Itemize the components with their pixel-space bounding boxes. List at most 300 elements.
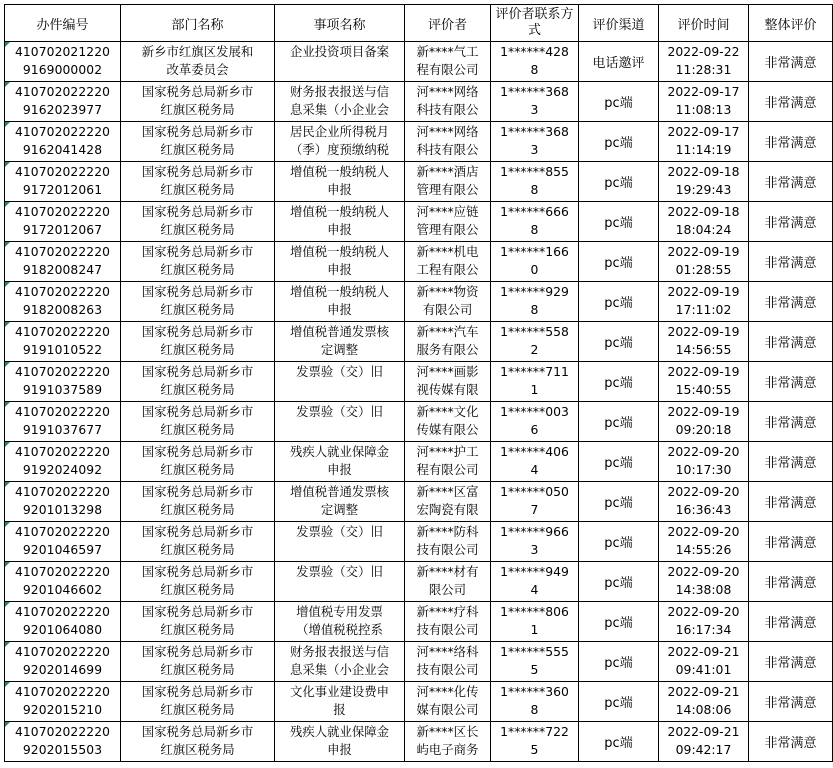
- cell-result[interactable]: [749, 482, 833, 522]
- cell-channel[interactable]: [579, 122, 659, 162]
- cell-item[interactable]: [275, 522, 405, 562]
- cell-department-line-2: 红旗区税务局: [160, 421, 235, 437]
- cell-channel-text: pc端: [604, 416, 633, 431]
- cell-channel[interactable]: [579, 602, 659, 642]
- cell-department-text: [122, 163, 273, 201]
- cell-channel-text: pc端: [604, 176, 633, 191]
- cell-department-line-1: 国家税务总局新乡市: [141, 683, 254, 699]
- cell-evaluator-line-1: 河****络科: [416, 643, 479, 659]
- cell-evaluator[interactable]: [405, 642, 491, 682]
- cell-department[interactable]: [121, 602, 275, 642]
- cell-id[interactable]: [5, 402, 121, 442]
- cell-time[interactable]: [659, 122, 749, 162]
- cell-id-line-1: 410702022220: [14, 684, 111, 699]
- cell-department-line-2: 红旗区税务局: [160, 381, 235, 397]
- cell-item-line-1: 增值税一般纳税人: [289, 243, 390, 259]
- cell-channel[interactable]: [579, 682, 659, 722]
- cell-result[interactable]: [749, 282, 833, 322]
- cell-department-line-2: 红旗区税务局: [160, 301, 235, 317]
- evaluation-table: [4, 4, 833, 762]
- cell-channel[interactable]: [579, 82, 659, 122]
- cell-time-line-1: 2022-09-17: [667, 83, 740, 99]
- cell-result[interactable]: [749, 642, 833, 682]
- cell-time-text: [660, 323, 747, 361]
- cell-item-text: [276, 403, 403, 441]
- cell-contact[interactable]: [491, 122, 579, 162]
- cell-evaluator-line-2: 技有限公司: [416, 541, 479, 557]
- cell-item[interactable]: [275, 242, 405, 282]
- table-row: [5, 522, 833, 562]
- header-department[interactable]: 部门名称: [121, 5, 275, 42]
- cell-department-text: [122, 723, 273, 761]
- cell-id-line-1: 410702022220: [14, 364, 111, 379]
- cell-time[interactable]: [659, 162, 749, 202]
- cell-item-line-1: 企业投资项目备案: [289, 43, 390, 59]
- cell-item[interactable]: [275, 562, 405, 602]
- cell-item-line-2: 申报: [327, 461, 352, 477]
- cell-department[interactable]: [121, 722, 275, 762]
- cell-item-text: [276, 523, 403, 561]
- cell-evaluator-text: [406, 83, 489, 121]
- cell-department[interactable]: [121, 42, 275, 82]
- cell-contact[interactable]: [491, 442, 579, 482]
- cell-time-text: [660, 243, 747, 281]
- cell-time-line-2: 14:08:06: [675, 701, 732, 717]
- cell-id[interactable]: [5, 242, 121, 282]
- cell-result[interactable]: [749, 242, 833, 282]
- cell-time[interactable]: [659, 282, 749, 322]
- cell-item[interactable]: [275, 402, 405, 442]
- cell-id-line-2: 9201046597: [22, 542, 103, 557]
- cell-id[interactable]: [5, 562, 121, 602]
- cell-id-text: [6, 483, 119, 521]
- cell-evaluator-line-2: 程有限公司: [416, 461, 479, 477]
- cell-id[interactable]: [5, 642, 121, 682]
- cell-item-line-1: 发票验（交）旧: [296, 563, 383, 579]
- cell-department-text: [122, 283, 273, 321]
- cell-channel[interactable]: [579, 362, 659, 402]
- cell-time-line-1: 2022-09-19: [667, 363, 740, 379]
- cell-result[interactable]: [749, 682, 833, 722]
- cell-evaluator[interactable]: [405, 602, 491, 642]
- cell-contact-line-2: 6: [530, 421, 539, 437]
- cell-channel[interactable]: [579, 482, 659, 522]
- cell-item[interactable]: [275, 322, 405, 362]
- cell-contact-line-1: 1******368: [500, 83, 569, 99]
- header-contact[interactable]: 评价者联系方式: [491, 5, 579, 42]
- cell-time[interactable]: [659, 202, 749, 242]
- cell-evaluator-line-1: 新****疗科: [416, 603, 479, 619]
- cell-evaluator-line-1: 新****文化: [416, 403, 479, 419]
- cell-evaluator[interactable]: [405, 162, 491, 202]
- cell-channel[interactable]: [579, 642, 659, 682]
- cell-evaluator[interactable]: [405, 202, 491, 242]
- cell-contact[interactable]: [491, 642, 579, 682]
- cell-item-line-2: 申报: [327, 261, 352, 277]
- cell-evaluator[interactable]: [405, 282, 491, 322]
- header-evaluator[interactable]: 评价者: [405, 5, 491, 42]
- cell-result[interactable]: [749, 722, 833, 762]
- cell-time-text: [660, 603, 747, 641]
- cell-time[interactable]: [659, 642, 749, 682]
- cell-time-line-2: 09:20:18: [675, 421, 732, 437]
- cell-time[interactable]: [659, 322, 749, 362]
- cell-department-line-2: 红旗区税务局: [160, 581, 235, 597]
- cell-contact-text: [492, 203, 577, 241]
- cell-contact-text: [492, 243, 577, 281]
- cell-contact[interactable]: [491, 522, 579, 562]
- cell-contact-text: [492, 523, 577, 561]
- cell-time[interactable]: [659, 402, 749, 442]
- cell-time-text: [660, 643, 747, 681]
- cell-result-text: 非常满意: [764, 616, 817, 631]
- cell-id[interactable]: [5, 122, 121, 162]
- cell-contact[interactable]: [491, 242, 579, 282]
- cell-item[interactable]: [275, 482, 405, 522]
- cell-contact-text: [492, 43, 577, 81]
- cell-time-line-2: 09:41:01: [675, 661, 732, 677]
- cell-result[interactable]: [749, 42, 833, 82]
- cell-time-line-2: 18:04:24: [675, 221, 732, 237]
- cell-id[interactable]: [5, 682, 121, 722]
- cell-department[interactable]: [121, 482, 275, 522]
- cell-department-line-1: 国家税务总局新乡市: [141, 563, 254, 579]
- cell-channel[interactable]: [579, 562, 659, 602]
- cell-contact-line-2: 2: [530, 341, 539, 357]
- header-item[interactable]: 事项名称: [275, 5, 405, 42]
- cell-id[interactable]: [5, 482, 121, 522]
- cell-contact[interactable]: [491, 322, 579, 362]
- cell-department-text: [122, 403, 273, 441]
- cell-item-line-1: 残疾人就业保障金: [289, 443, 390, 459]
- cell-contact[interactable]: [491, 562, 579, 602]
- cell-evaluator[interactable]: [405, 42, 491, 82]
- cell-department[interactable]: [121, 122, 275, 162]
- cell-item[interactable]: [275, 442, 405, 482]
- cell-channel-text: pc端: [604, 576, 633, 591]
- cell-item[interactable]: [275, 42, 405, 82]
- cell-contact-line-2: 1: [530, 381, 539, 397]
- cell-contact-text: [492, 403, 577, 441]
- cell-id[interactable]: [5, 162, 121, 202]
- cell-department[interactable]: [121, 402, 275, 442]
- cell-id-text: [6, 123, 119, 161]
- cell-contact-line-1: 1******711: [500, 363, 569, 379]
- cell-department[interactable]: [121, 362, 275, 402]
- cell-item[interactable]: [275, 362, 405, 402]
- cell-item-line-1: 增值税一般纳税人: [289, 163, 390, 179]
- cell-item[interactable]: [275, 682, 405, 722]
- cell-contact-line-2: 8: [530, 301, 539, 317]
- cell-time-text: [660, 123, 747, 161]
- cell-department[interactable]: [121, 82, 275, 122]
- cell-time-line-1: 2022-09-20: [667, 443, 740, 459]
- cell-time-line-1: 2022-09-21: [667, 683, 740, 699]
- cell-evaluator-line-2: 传媒有限公: [416, 421, 479, 437]
- cell-contact[interactable]: [491, 282, 579, 322]
- header-time[interactable]: 评价时间: [659, 5, 749, 42]
- cell-contact-line-2: 7: [530, 501, 539, 517]
- cell-evaluator[interactable]: [405, 82, 491, 122]
- cell-evaluator-line-1: 河****画影: [416, 363, 479, 379]
- cell-result[interactable]: [749, 522, 833, 562]
- cell-id-text: [6, 43, 119, 81]
- cell-item-text: [276, 43, 403, 81]
- cell-id-text: [6, 523, 119, 561]
- cell-result[interactable]: [749, 122, 833, 162]
- cell-contact-line-2: 8: [530, 221, 539, 237]
- cell-id-line-1: 410702022220: [14, 284, 111, 299]
- cell-time-text: [660, 683, 747, 721]
- cell-time-line-2: 09:42:17: [675, 741, 732, 757]
- table-row: [5, 482, 833, 522]
- cell-item-line-1: 居民企业所得税月: [289, 123, 390, 139]
- cell-id[interactable]: [5, 282, 121, 322]
- cell-time[interactable]: [659, 682, 749, 722]
- cell-item-text: [276, 483, 403, 521]
- cell-department-text: [122, 43, 273, 81]
- cell-department-line-2: 红旗区税务局: [160, 501, 235, 517]
- cell-time-line-1: 2022-09-22: [667, 43, 740, 59]
- cell-id[interactable]: [5, 42, 121, 82]
- cell-department[interactable]: [121, 442, 275, 482]
- cell-result-text: 非常满意: [764, 496, 817, 511]
- cell-id[interactable]: [5, 82, 121, 122]
- cell-result[interactable]: [749, 442, 833, 482]
- cell-contact[interactable]: [491, 362, 579, 402]
- cell-department-line-2: 红旗区税务局: [160, 181, 235, 197]
- cell-time-text: [660, 403, 747, 441]
- cell-time-line-1: 2022-09-19: [667, 323, 740, 339]
- cell-evaluator[interactable]: [405, 562, 491, 602]
- cell-time[interactable]: [659, 522, 749, 562]
- cell-evaluator-text: [406, 443, 489, 481]
- cell-department[interactable]: [121, 522, 275, 562]
- cell-result-text: 非常满意: [764, 56, 817, 71]
- cell-id-line-1: 410702022220: [14, 564, 111, 579]
- cell-id-line-1: 410702022220: [14, 204, 111, 219]
- cell-department[interactable]: [121, 322, 275, 362]
- cell-department-line-1: 国家税务总局新乡市: [141, 603, 254, 619]
- cell-item[interactable]: [275, 602, 405, 642]
- cell-item[interactable]: [275, 722, 405, 762]
- cell-contact[interactable]: [491, 202, 579, 242]
- cell-time-line-2: 19:29:43: [675, 181, 732, 197]
- cell-time[interactable]: [659, 242, 749, 282]
- cell-time-line-1: 2022-09-21: [667, 723, 740, 739]
- cell-id-line-2: 9191037677: [22, 422, 103, 437]
- cell-id[interactable]: [5, 722, 121, 762]
- cell-item-line-2: 申报: [327, 741, 352, 757]
- cell-contact[interactable]: [491, 682, 579, 722]
- cell-department[interactable]: [121, 642, 275, 682]
- cell-result[interactable]: [749, 402, 833, 442]
- cell-evaluator[interactable]: [405, 682, 491, 722]
- cell-time[interactable]: [659, 442, 749, 482]
- cell-contact-line-1: 1******428: [500, 43, 569, 59]
- cell-time-text: [660, 723, 747, 761]
- cell-department[interactable]: [121, 202, 275, 242]
- cell-evaluator-text: [406, 483, 489, 521]
- cell-result-text: 非常满意: [764, 336, 817, 351]
- cell-evaluator-text: [406, 323, 489, 361]
- cell-id[interactable]: [5, 442, 121, 482]
- cell-item-text: [276, 363, 403, 401]
- cell-id-text: [6, 323, 119, 361]
- cell-channel[interactable]: [579, 202, 659, 242]
- cell-item-line-2: 息采集（小企业会: [289, 101, 390, 117]
- cell-result-text: 非常满意: [764, 736, 817, 751]
- cell-evaluator-line-1: 新****汽车: [416, 323, 479, 339]
- cell-item-line-2: 申报: [327, 221, 352, 237]
- cell-time[interactable]: [659, 722, 749, 762]
- cell-contact[interactable]: [491, 602, 579, 642]
- cell-channel-text: pc端: [604, 456, 633, 471]
- cell-id-text: [6, 683, 119, 721]
- cell-id[interactable]: [5, 522, 121, 562]
- cell-contact-line-1: 1******806: [500, 603, 569, 619]
- cell-channel-text: pc端: [604, 256, 633, 271]
- cell-time[interactable]: [659, 82, 749, 122]
- cell-time-text: [660, 443, 747, 481]
- cell-channel[interactable]: [579, 282, 659, 322]
- cell-id-line-1: 410702022220: [14, 84, 111, 99]
- cell-evaluator-text: [406, 563, 489, 601]
- cell-department[interactable]: [121, 562, 275, 602]
- cell-evaluator[interactable]: [405, 522, 491, 562]
- cell-id-line-1: 410702022220: [14, 124, 111, 139]
- cell-id-text: [6, 603, 119, 641]
- cell-evaluator-line-2: 工程有限公: [416, 261, 479, 277]
- cell-result[interactable]: [749, 202, 833, 242]
- cell-id-line-2: 9202014699: [22, 662, 103, 677]
- cell-evaluator[interactable]: [405, 122, 491, 162]
- cell-result[interactable]: [749, 362, 833, 402]
- cell-channel[interactable]: [579, 402, 659, 442]
- cell-evaluator[interactable]: [405, 242, 491, 282]
- cell-channel[interactable]: [579, 242, 659, 282]
- cell-department-text: [122, 603, 273, 641]
- header-id[interactable]: 办件编号: [5, 5, 121, 42]
- cell-channel[interactable]: [579, 42, 659, 82]
- cell-contact-text: [492, 483, 577, 521]
- cell-department-text: [122, 563, 273, 601]
- cell-id-line-1: 410702022220: [14, 644, 111, 659]
- cell-result-text: 非常满意: [764, 416, 817, 431]
- cell-id-line-2: 9162041428: [22, 142, 103, 157]
- cell-department-line-1: 国家税务总局新乡市: [141, 643, 254, 659]
- header-result[interactable]: 整体评价: [749, 5, 833, 42]
- cell-channel[interactable]: [579, 722, 659, 762]
- cell-evaluator-text: [406, 203, 489, 241]
- cell-channel[interactable]: [579, 522, 659, 562]
- cell-id[interactable]: [5, 362, 121, 402]
- cell-time-line-1: 2022-09-20: [667, 523, 740, 539]
- cell-evaluator[interactable]: [405, 322, 491, 362]
- cell-channel-text: pc端: [604, 216, 633, 231]
- cell-department-line-1: 国家税务总局新乡市: [141, 203, 254, 219]
- cell-id[interactable]: [5, 602, 121, 642]
- cell-id[interactable]: [5, 322, 121, 362]
- cell-item-line-1: 财务报表报送与信: [289, 643, 390, 659]
- cell-item[interactable]: [275, 282, 405, 322]
- cell-time[interactable]: [659, 602, 749, 642]
- cell-channel-text: pc端: [604, 656, 633, 671]
- cell-item[interactable]: [275, 202, 405, 242]
- cell-evaluator-text: [406, 603, 489, 641]
- cell-contact[interactable]: [491, 42, 579, 82]
- cell-item-text: [276, 123, 403, 161]
- cell-item[interactable]: [275, 82, 405, 122]
- cell-evaluator-text: [406, 363, 489, 401]
- cell-result[interactable]: [749, 82, 833, 122]
- cell-time[interactable]: [659, 482, 749, 522]
- table-row: [5, 722, 833, 762]
- cell-contact[interactable]: [491, 722, 579, 762]
- cell-department[interactable]: [121, 242, 275, 282]
- cell-time-text: [660, 83, 747, 121]
- cell-result[interactable]: [749, 602, 833, 642]
- cell-time-text: [660, 483, 747, 521]
- cell-item-text: [276, 323, 403, 361]
- cell-time[interactable]: [659, 562, 749, 602]
- cell-result[interactable]: [749, 162, 833, 202]
- cell-contact-line-1: 1******166: [500, 243, 569, 259]
- cell-time[interactable]: [659, 42, 749, 82]
- cell-department-line-1: 国家税务总局新乡市: [141, 283, 254, 299]
- cell-item-text: [276, 443, 403, 481]
- cell-contact-text: [492, 443, 577, 481]
- cell-item-line-2: 息采集（小企业会: [289, 661, 390, 677]
- cell-time-line-2: 15:40:55: [675, 381, 732, 397]
- cell-item[interactable]: [275, 162, 405, 202]
- cell-result[interactable]: [749, 322, 833, 362]
- cell-channel[interactable]: [579, 162, 659, 202]
- cell-evaluator-text: [406, 523, 489, 561]
- cell-item[interactable]: [275, 642, 405, 682]
- cell-department[interactable]: [121, 162, 275, 202]
- cell-id[interactable]: [5, 202, 121, 242]
- cell-contact[interactable]: [491, 82, 579, 122]
- cell-channel[interactable]: [579, 322, 659, 362]
- cell-contact[interactable]: [491, 162, 579, 202]
- cell-evaluator[interactable]: [405, 402, 491, 442]
- cell-contact-line-1: 1******929: [500, 283, 569, 299]
- cell-department[interactable]: [121, 282, 275, 322]
- cell-contact-text: [492, 283, 577, 321]
- header-channel[interactable]: 评价渠道: [579, 5, 659, 42]
- cell-contact-text: [492, 163, 577, 201]
- cell-id-line-1: 410702022220: [14, 724, 111, 739]
- cell-evaluator-line-2: 程有限公司: [416, 61, 479, 77]
- cell-result[interactable]: [749, 562, 833, 602]
- cell-contact[interactable]: [491, 482, 579, 522]
- cell-evaluator[interactable]: [405, 482, 491, 522]
- cell-time[interactable]: [659, 362, 749, 402]
- cell-id-line-1: 410702022220: [14, 244, 111, 259]
- cell-evaluator[interactable]: [405, 362, 491, 402]
- cell-time-line-1: 2022-09-20: [667, 483, 740, 499]
- cell-evaluator-text: [406, 643, 489, 681]
- table-row: [5, 602, 833, 642]
- cell-evaluator-line-2: 视传媒有限: [416, 381, 479, 397]
- cell-contact[interactable]: [491, 402, 579, 442]
- cell-channel[interactable]: [579, 442, 659, 482]
- cell-department[interactable]: [121, 682, 275, 722]
- cell-evaluator[interactable]: [405, 442, 491, 482]
- cell-item[interactable]: [275, 122, 405, 162]
- cell-evaluator[interactable]: [405, 722, 491, 762]
